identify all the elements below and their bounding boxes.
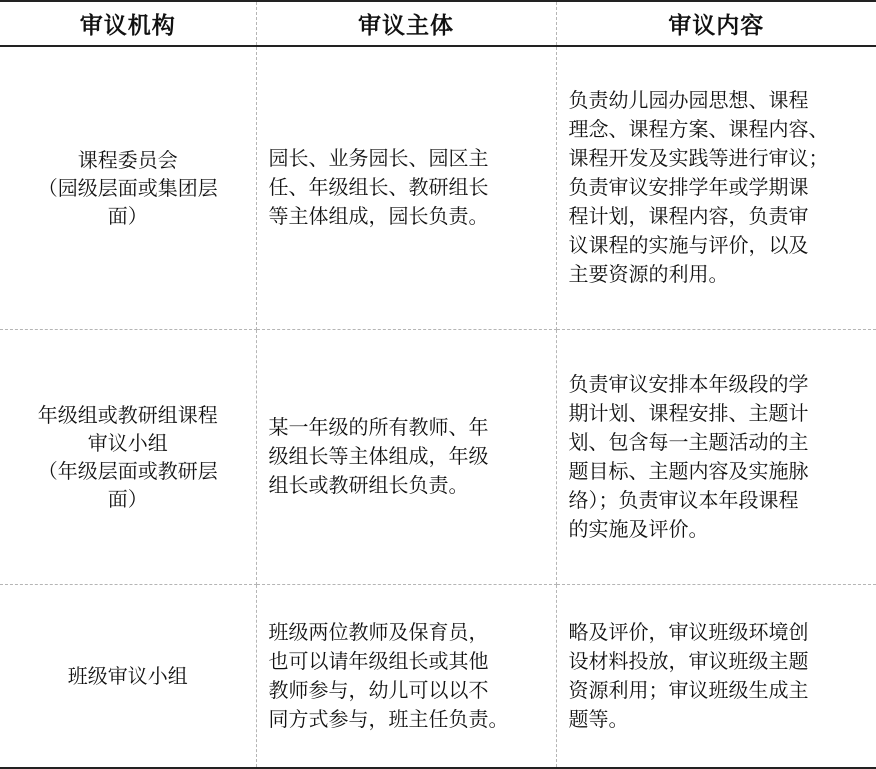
content-line: 负责审议安排学年或学期课 [568,175,809,200]
content-line: 课程开发及实践等进行审议； [568,146,829,171]
table-header-row [0,1,876,46]
table-row [0,329,876,584]
subject-line: 园长、业务园长、园区主 [268,146,489,171]
content-line: 题目标、主题内容及实施脉 [568,458,809,483]
content-line: 划、包含每一主题活动的主 [568,429,809,454]
content-line: 主要资源的利用。 [568,262,729,287]
content-line: 负责审议安排本年级段的学 [568,371,809,396]
org-line: 审议小组 [87,430,168,455]
subject-line: 任、年级组长、教研组长 [268,175,489,200]
org-line: 班级审议小组 [67,663,188,688]
subject-cell [256,46,556,329]
content-line: 络）；负责审议本年段课程 [568,487,799,512]
org-line: 课程委员会 [77,147,178,172]
content-line: 资源利用；审议班级生成主 [568,677,809,702]
org-cell [0,46,256,329]
content-cell [556,329,876,584]
subject-line: 班级两位教师及保育员， [268,619,489,644]
content-line: 议课程的实施与评价，以及 [568,233,809,258]
org-cell [0,329,256,584]
content-line: 负责幼儿园办园思想、课程 [568,88,809,113]
subject-line: 组长或教研组长负责。 [268,473,469,497]
org-line: （年级层面或教研层 [37,458,218,483]
subject-cell [256,329,556,584]
subject-line: 教师参与，幼儿可以以不 [268,677,489,702]
content-line: 设材料投放，审议班级主题 [568,648,809,673]
content-line: 的实施及评价。 [568,516,709,541]
table-row [0,584,876,768]
org-line: 面） [107,486,148,511]
content-line: 期计划、课程安排、主题计 [568,400,809,425]
subject-line: 也可以请年级组长或其他 [268,648,489,673]
org-line: 面） [107,203,148,228]
header-content: 审议内容 [556,1,876,46]
subject-cell [256,584,556,768]
content-line: 略及评价，审议班级环境创 [568,619,809,644]
subject-line: 等主体组成，园长负责。 [268,204,489,229]
content-cell [556,584,876,768]
content-cell [556,46,876,329]
table-row [0,46,876,329]
subject-line: 某一年级的所有教师、年 [268,415,489,439]
content-line: 题等。 [568,706,629,731]
content-line: 理念、课程方案、课程内容、 [568,117,829,142]
header-org: 审议机构 [0,1,256,46]
org-line: （园级层面或集团层 [37,175,218,200]
subject-line: 级组长等主体组成，年级 [268,444,489,468]
org-line: 年级组或教研组课程 [37,402,218,427]
subject-line: 同方式参与，班主任负责。 [268,706,509,731]
org-cell [0,584,256,768]
content-line: 程计划，课程内容，负责审 [568,204,809,229]
header-subject: 审议主体 [256,1,556,46]
